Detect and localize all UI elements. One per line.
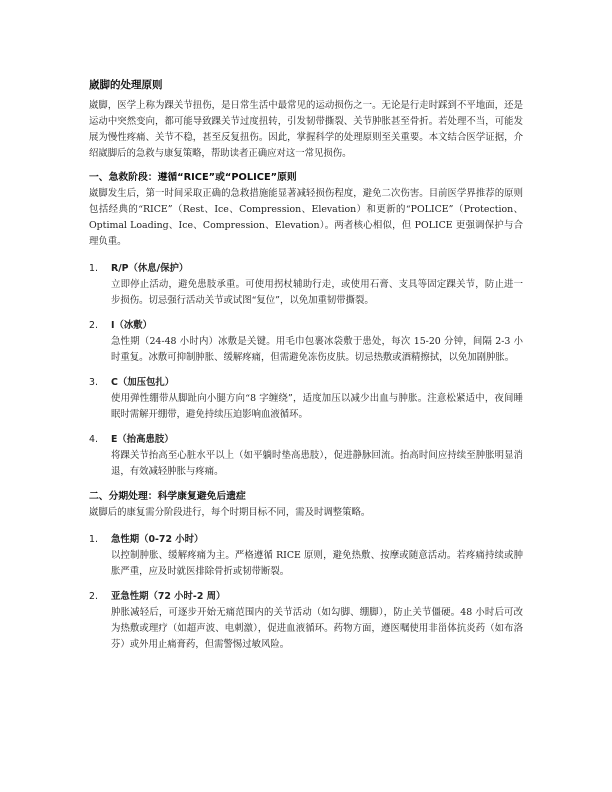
item-title: 急性期（0-72 小时） [111,534,204,545]
item-text: 立即停止活动，避免患肢承重。可使用拐杖辅助行走，或使用石膏、支具等固定踝关节，防止进一步损伤。切忌强行活动关节或试图“复位”，以免加重韧带撕裂。 [111,279,523,306]
item-title: R/P（休息/保护） [111,263,189,274]
item-number: 1. [89,263,98,274]
item-number: 3. [89,377,98,388]
section-1-heading: 一、急救阶段：遵循“RICE”或“POLICE”原则 [89,172,297,183]
section-1-list [89,261,523,480]
document-page [89,77,523,662]
item-text: 将踝关节抬高至心脏水平以上（如平躺时垫高患肢），促进静脉回流。抬高时间应持续至肿胀明显消退，有效减轻肿胀与疼痛。 [111,450,523,477]
item-title: 亚急性期（72 小时-2 周） [111,591,226,602]
item-text: 急性期（24-48 小时内）冰敷是关键。用毛巾包裹冰袋敷于患处，每次 15-20 分钟，间隔 2-3 小时重复。冰敷可抑制肿胀、缓解疼痛，但需避免冻伤皮肤。切忌热敷或酒精擦拭，以免加剧肿胀。 [111,336,523,363]
section-2-heading: 二、分期处理：科学康复避免后遗症 [89,491,246,502]
item-title: E（抬高患肢） [111,434,174,445]
item-number: 4. [89,434,98,445]
document-title: 崴脚的处理原则 [89,79,163,91]
item-number: 2. [89,591,98,602]
section-2-list [89,532,523,653]
item-title: I（冰敷） [111,320,152,331]
section-1-paragraph: 崴脚发生后，第一时间采取正确的急救措施能显著减轻损伤程度，避免二次伤害。目前医学界推荐的原则包括经典的“RICE”（Rest、Ice、Compression、Elevation）和更新的“POLICE”（Protection、Optimal Loading、Ice、Compression、Elevation）。两者核心相似，但 POLICE 更强调保护与合理负重。 [89,188,523,247]
list-item [89,532,523,580]
item-text: 以控制肿胀、缓解疼痛为主。严格遵循 RICE 原则，避免热敷、按摩或随意活动。若疼痛持续或肿胀严重，应及时就医排除骨折或韧带断裂。 [111,550,523,577]
item-title: C（加压包扎） [111,377,175,388]
list-item [89,375,523,423]
item-text: 肿胀减轻后，可逐步开始无痛范围内的关节活动（如勾脚、绷脚），防止关节僵硬。48 小时后可改为热敷或理疗（如超声波、电刺激），促进血液循环。药物方面，遵医嘱使用非甾体抗炎药（如布洛芬）或外用止痛膏药，但需警惕过敏风险。 [111,607,523,650]
list-item [89,318,523,366]
list-item [89,261,523,309]
item-number: 1. [89,534,98,545]
item-number: 2. [89,320,98,331]
section-2-paragraph: 崴脚后的康复需分阶段进行，每个时期目标不同，需及时调整策略。 [89,507,371,518]
intro-paragraph: 崴脚，医学上称为踝关节扭伤，是日常生活中最常见的运动损伤之一。无论是行走时踩到不平地面，还是运动中突然变向，都可能导致踝关节过度扭转，引发韧带撕裂、关节肿胀甚至骨折。若处理不当，可能发展为慢性疼痛、关节不稳，甚至反复扭伤。因此，掌握科学的处理原则至关重要。本文结合医学证据，介绍崴脚后的急救与康复策略，帮助读者正确应对这一常见损伤。 [89,100,523,159]
list-item [89,589,523,653]
item-text: 使用弹性绷带从脚趾向小腿方向“8 字缠绕”，适度加压以减少出血与肿胀。注意松紧适中，夜间睡眠时需解开绷带，避免持续压迫影响血液循环。 [111,393,523,420]
list-item [89,432,523,480]
